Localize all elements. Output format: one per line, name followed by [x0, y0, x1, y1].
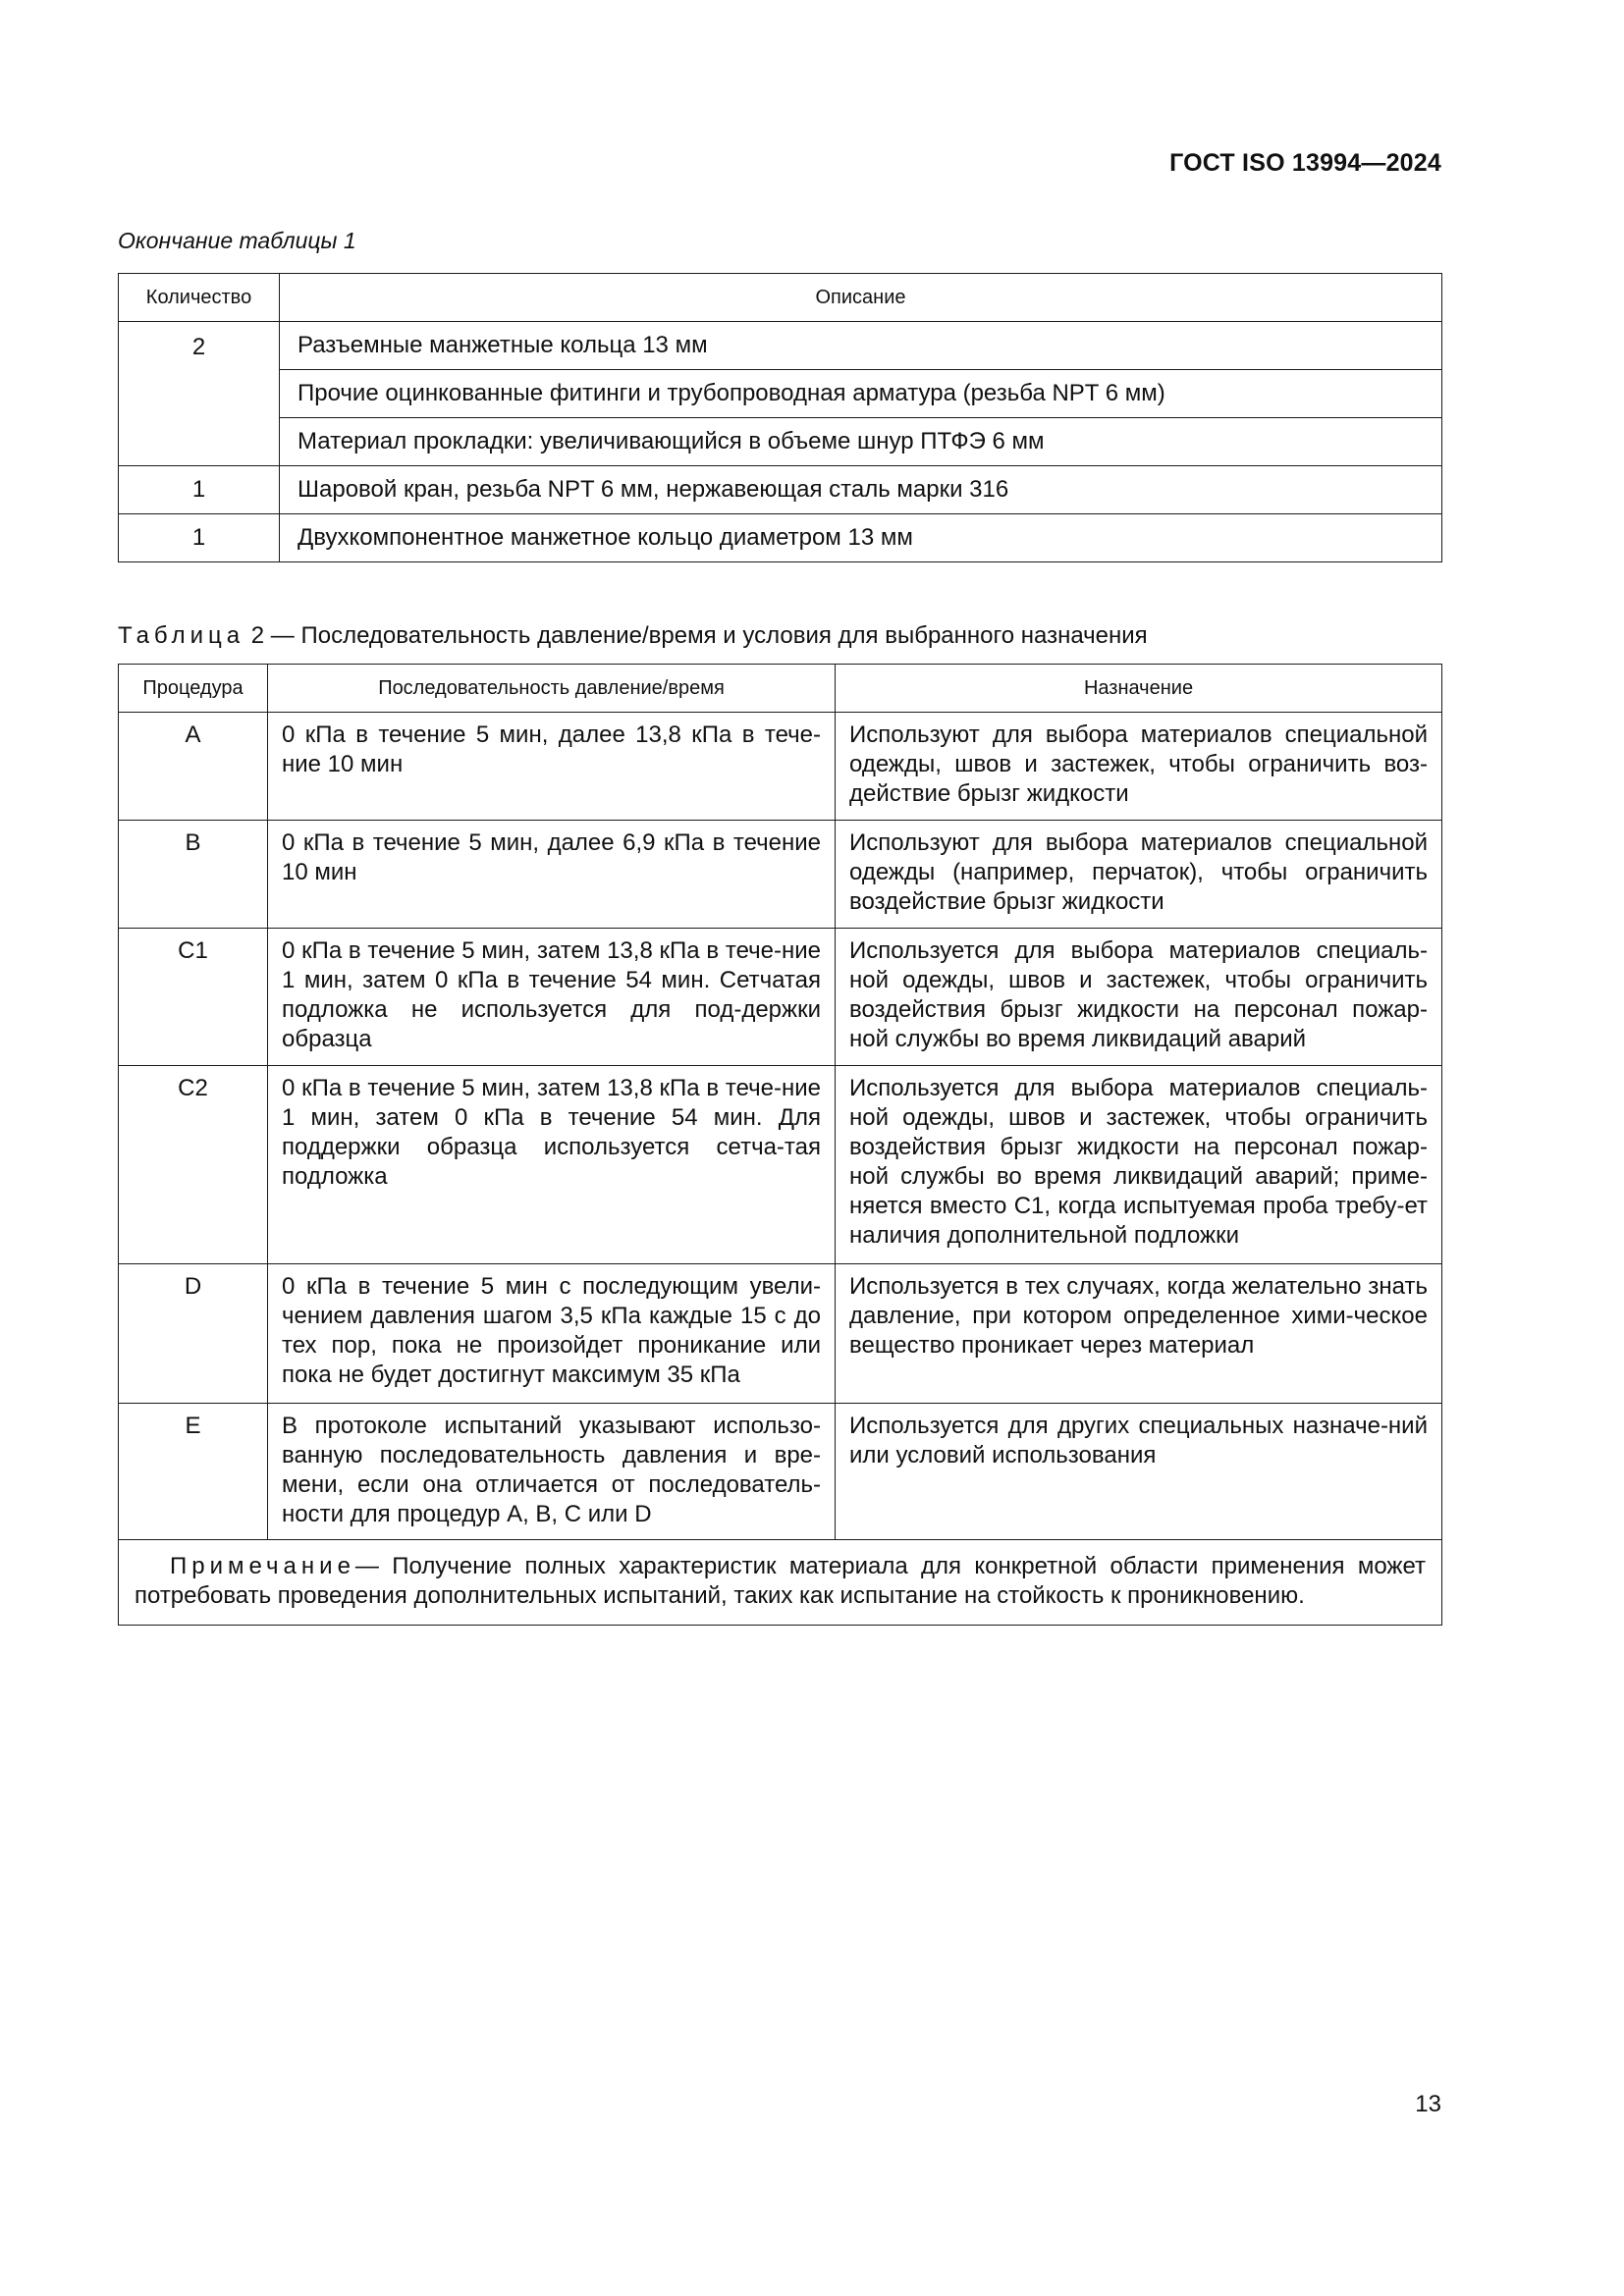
note-label: Примечание	[170, 1553, 355, 1579]
column-header-purpose: Назначение	[836, 665, 1442, 713]
procedure-cell: C2	[119, 1066, 268, 1264]
table2	[118, 664, 1442, 1626]
purpose-cell: Используется для других специальных назначе-ний или условий использования	[836, 1404, 1442, 1540]
quantity-cell: 1	[119, 514, 280, 562]
table2-header-row	[119, 665, 1442, 713]
table-note	[119, 1540, 1442, 1626]
description-cell: Прочие оцинкованные фитинги и трубопроводная арматура (резьба NPT 6 мм)	[280, 370, 1442, 418]
sequence-cell: 0 кПа в течение 5 мин с последующим увели-чением давления шагом 3,5 кПа каждые 15 с до тех пор, пока не произойдет проникание или пока не будет достигнут максимум 35 кПа	[268, 1264, 836, 1404]
column-header-procedure: Процедура	[119, 665, 268, 713]
sequence-cell: В протоколе испытаний указывают использо-ванную последовательность давления и вре-мени, если она отличается от последователь-ности для процедур A, B, C или D	[268, 1404, 836, 1540]
table-row	[119, 929, 1442, 1066]
column-header-quantity: Количество	[119, 274, 280, 322]
table1-header-row	[119, 274, 1442, 322]
procedure-cell: B	[119, 821, 268, 929]
table-row	[119, 322, 1442, 370]
table1-caption: Окончание таблицы 1	[118, 228, 356, 253]
description-cell: Материал прокладки: увеличивающийся в объеме шнур ПТФЭ 6 мм	[280, 418, 1442, 466]
table-row	[119, 514, 1442, 562]
table-row	[119, 466, 1442, 514]
column-header-sequence: Последовательность давление/время	[268, 665, 836, 713]
note-text: — Получение полных характеристик материала для конкретной области применения может потребовать проведения дополнительных испытаний, таких как испытание на стойкость к проникновению.	[135, 1553, 1426, 1609]
purpose-cell: Используется для выбора материалов специаль-ной одежды, швов и застежек, чтобы ограничить воздействия брызг жидкости на персонал пожар-ной службы во время ликвидаций аварий	[836, 929, 1442, 1066]
sequence-cell: 0 кПа в течение 5 мин, далее 6,9 кПа в течение 10 мин	[268, 821, 836, 929]
table2-caption-label: Таблица	[118, 622, 245, 649]
table-row	[119, 1066, 1442, 1264]
description-cell: Двухкомпонентное манжетное кольцо диаметром 13 мм	[280, 514, 1442, 562]
sequence-cell: 0 кПа в течение 5 мин, затем 13,8 кПа в тече-ние 1 мин, затем 0 кПа в течение 54 мин. Сетчатая подложка не используется для под-держки образца	[268, 929, 836, 1066]
page-number: 13	[1415, 2091, 1441, 2117]
table-row	[119, 370, 1442, 418]
quantity-cell: 1	[119, 466, 280, 514]
procedure-cell: E	[119, 1404, 268, 1540]
quantity-cell: 2	[119, 322, 280, 466]
sequence-cell: 0 кПа в течение 5 мин, далее 13,8 кПа в тече-ние 10 мин	[268, 713, 836, 821]
purpose-cell: Используется для выбора материалов специаль-ной одежды, швов и застежек, чтобы ограничить воздействия брызг жидкости на персонал пожар-ной службы во время ликвидаций аварий; приме-няется вместо C1, когда испытуемая проба требу-ет наличия дополнительной подложки	[836, 1066, 1442, 1264]
purpose-cell: Используется в тех случаях, когда желательно знать давление, при котором определенное хими-ческое вещество проникает через материал	[836, 1264, 1442, 1404]
procedure-cell: A	[119, 713, 268, 821]
procedure-cell: D	[119, 1264, 268, 1404]
table2-caption	[118, 622, 1148, 650]
description-cell: Разъемные манжетные кольца 13 мм	[280, 322, 1442, 370]
table-row	[119, 1264, 1442, 1404]
purpose-cell: Используют для выбора материалов специальной одежды (например, перчаток), чтобы ограничить воздействие брызг жидкости	[836, 821, 1442, 929]
table-row	[119, 418, 1442, 466]
table1	[118, 273, 1442, 562]
table-row	[119, 821, 1442, 929]
table-row	[119, 1404, 1442, 1540]
purpose-cell: Используют для выбора материалов специальной одежды, швов и застежек, чтобы ограничить воз-действие брызг жидкости	[836, 713, 1442, 821]
table-row	[119, 713, 1442, 821]
standard-designation: ГОСТ ISO 13994—2024	[1169, 149, 1441, 177]
sequence-cell: 0 кПа в течение 5 мин, затем 13,8 кПа в тече-ние 1 мин, затем 0 кПа в течение 54 мин. Для поддержки образца используется сетча-тая подложка	[268, 1066, 836, 1264]
table2-caption-text: 2 — Последовательность давление/время и условия для выбранного назначения	[250, 622, 1148, 649]
table-note-row	[119, 1540, 1442, 1626]
description-cell: Шаровой кран, резьба NPT 6 мм, нержавеющая сталь марки 316	[280, 466, 1442, 514]
column-header-description: Описание	[280, 274, 1442, 322]
procedure-cell: C1	[119, 929, 268, 1066]
